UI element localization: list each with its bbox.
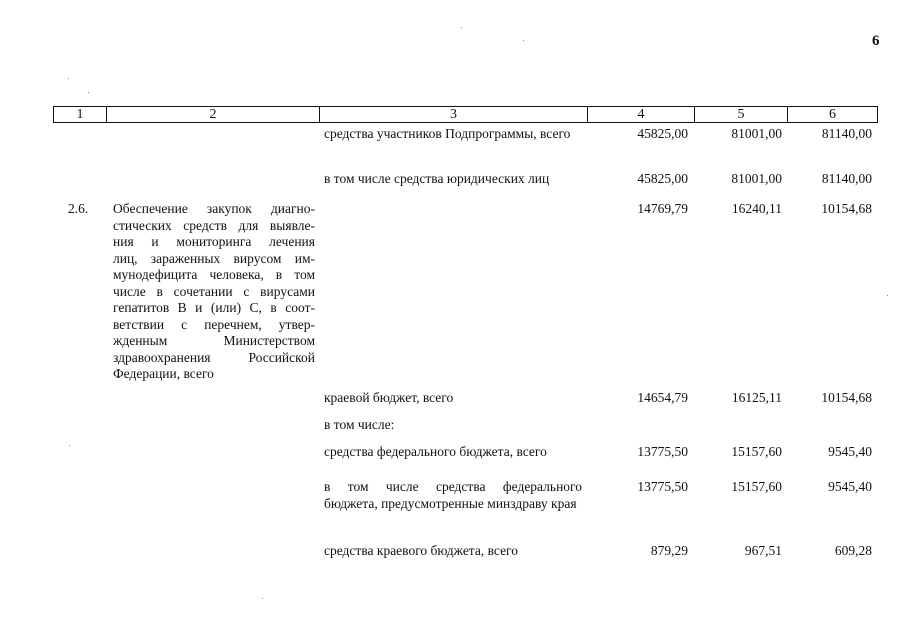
table-header-row xyxy=(53,106,878,123)
value-col-6: 9545,40 xyxy=(828,444,872,459)
item-line: мунодефицита человека, в том xyxy=(113,267,315,282)
item-line: лиц, зараженных вирусом им- xyxy=(113,250,315,266)
scan-speck xyxy=(262,598,263,599)
value-col-5: 81001,00 xyxy=(731,126,782,141)
row-description: средства участников Подпрограммы, всего xyxy=(324,126,571,141)
value-col-6: 9545,40 xyxy=(828,479,872,494)
value-col-4: 14769,79 xyxy=(637,201,688,216)
item-line: ветствии с перечнем, утвер- xyxy=(113,316,315,332)
column-header-2: 2 xyxy=(107,107,320,122)
scan-speck xyxy=(88,92,89,93)
value-col-6: 609,28 xyxy=(834,543,872,558)
column-header-6: 6 xyxy=(829,107,836,122)
item-line: гепатитов В и (или) С, в соот- xyxy=(113,300,315,315)
item-line: жденным Министерством xyxy=(113,333,315,348)
row-description: в том числе: xyxy=(324,417,395,432)
value-col-5: 967,51 xyxy=(744,543,782,558)
item-number: 2.6. xyxy=(68,201,89,216)
value-col-6: 10154,68 xyxy=(821,390,872,405)
value-col-6: 81140,00 xyxy=(821,126,872,141)
scan-speck xyxy=(523,40,524,41)
scan-speck xyxy=(887,295,888,296)
value-col-5: 81001,00 xyxy=(731,171,782,186)
item-line: Обеспечение закупок диагно- xyxy=(113,201,315,216)
value-col-5: 15157,60 xyxy=(731,444,782,459)
item-line: числе в сочетании с вирусами xyxy=(113,283,315,299)
scan-speck xyxy=(461,27,462,28)
row-description: в том числе средства юридических лиц xyxy=(324,171,550,186)
value-col-4: 45825,00 xyxy=(637,171,688,186)
column-header-1: 1 xyxy=(54,107,107,122)
scan-speck xyxy=(68,78,69,79)
row-description: средства федерального бюджета, всего xyxy=(324,444,547,459)
value-col-5: 15157,60 xyxy=(731,479,782,494)
value-col-4: 14654,79 xyxy=(637,390,688,405)
value-col-5: 16125,11 xyxy=(731,390,782,405)
column-header-3: 3 xyxy=(320,107,588,122)
item-line: Федерации, всего xyxy=(113,366,214,381)
item-line: стических средств для выявле- xyxy=(113,217,315,233)
row-description: в том числе средства федерального бюджета, предусмотренные минздраву края xyxy=(324,479,582,511)
page-number: 6 xyxy=(872,33,880,49)
scan-speck xyxy=(69,445,70,446)
value-col-5: 16240,11 xyxy=(731,201,782,216)
item-description xyxy=(113,201,315,383)
value-col-4: 879,29 xyxy=(650,543,688,558)
value-col-4: 13775,50 xyxy=(637,479,688,494)
value-col-4: 45825,00 xyxy=(637,126,688,141)
column-header-4: 4 xyxy=(588,107,695,122)
item-line: здравоохранения Российской xyxy=(113,349,315,365)
item-line: ния и мониторинга лечения xyxy=(113,234,315,249)
value-col-6: 10154,68 xyxy=(821,201,872,216)
column-header-5: 5 xyxy=(695,107,788,122)
value-col-6: 81140,00 xyxy=(821,171,872,186)
row-description: средства краевого бюджета, всего xyxy=(324,543,519,558)
value-col-4: 13775,50 xyxy=(637,444,688,459)
row-description: краевой бюджет, всего xyxy=(324,390,454,405)
